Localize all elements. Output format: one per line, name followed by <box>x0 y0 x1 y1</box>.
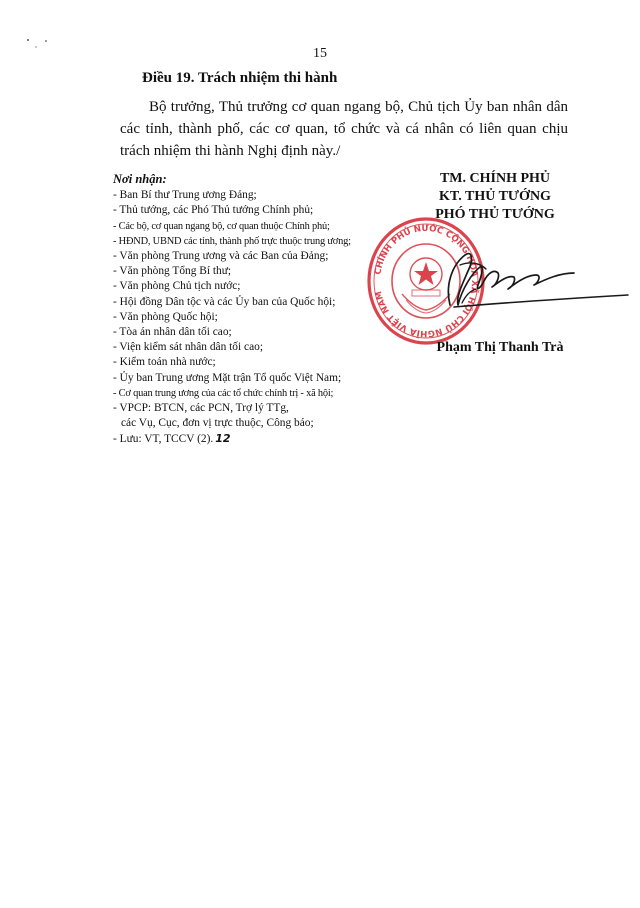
recipient-item: - Thủ tướng, các Phó Thủ tướng Chính phủ; <box>113 204 314 217</box>
authority-line-1: TM. CHÍNH PHỦ <box>439 171 551 186</box>
authority-line-2: KT. THỦ TƯỚNG <box>439 189 551 204</box>
recipient-item: - VPCP: BTCN, các PCN, Trợ lý TTg, <box>113 402 289 415</box>
recipient-item: - Cơ quan trung ương của các tổ chức chính trị - xã hội; <box>113 387 334 399</box>
recipient-item: - HĐND, UBND các tỉnh, thành phố trực thuộc trung ương; <box>113 235 351 247</box>
recipient-item: - Văn phòng Chủ tịch nước; <box>113 280 241 293</box>
recipients-title: Nơi nhận: <box>113 172 167 186</box>
recipient-item: - Kiểm toán nhà nước; <box>113 356 216 369</box>
recipient-item-text: - Lưu: VT, TCCV (2). <box>113 433 214 446</box>
recipient-item: - Tòa án nhân dân tối cao; <box>113 326 232 339</box>
recipient-item: - Ban Bí thư Trung ương Đảng; <box>113 189 257 202</box>
recipient-item: - Văn phòng Quốc hội; <box>113 310 218 323</box>
page-number: 15 <box>313 46 327 61</box>
recipient-item-last <box>113 431 383 447</box>
recipient-item: - Viện kiểm sát nhân dân tối cao; <box>113 341 263 354</box>
recipients-block <box>113 172 383 448</box>
recipient-item: - Hội đồng Dân tộc và các Ủy ban của Quốc hội; <box>113 295 336 308</box>
handwritten-signature <box>410 245 630 320</box>
initials-mark: 12 <box>215 432 231 446</box>
recipient-item: - Các bộ, cơ quan ngang bộ, cơ quan thuộc Chính phủ; <box>113 220 330 232</box>
authority-line-3: PHÓ THỦ TƯỚNG <box>435 207 555 222</box>
recipient-item: các Vụ, Cục, đơn vị trực thuộc, Công báo; <box>121 417 314 430</box>
article-body: Bộ trưởng, Thủ trưởng cơ quan ngang bộ, Chủ tịch Ủy ban nhân dân các tỉnh, thành phố, các cơ quan, tổ chức và cá nhân có liên quan chịu trách nhiệm thi hành Nghị định này./ <box>120 99 568 159</box>
article-title: Điều 19. Trách nhiệm thi hành <box>142 70 338 86</box>
recipient-item: - Văn phòng Trung ương và các Ban của Đảng; <box>113 250 329 263</box>
seal-text: CHÍNH PHỦ NƯỚC CỘNG HÒA XÃ HỘI CHỦ NGHĨA VIỆT NAM <box>373 223 480 339</box>
recipient-item: - Văn phòng Tổng Bí thư; <box>113 265 232 278</box>
recipients-list <box>113 188 383 447</box>
signer-name: Phạm Thị Thanh Trà <box>436 340 564 355</box>
recipient-item: - Ủy ban Trung ương Mặt trận Tổ quốc Việt Nam; <box>113 371 342 384</box>
